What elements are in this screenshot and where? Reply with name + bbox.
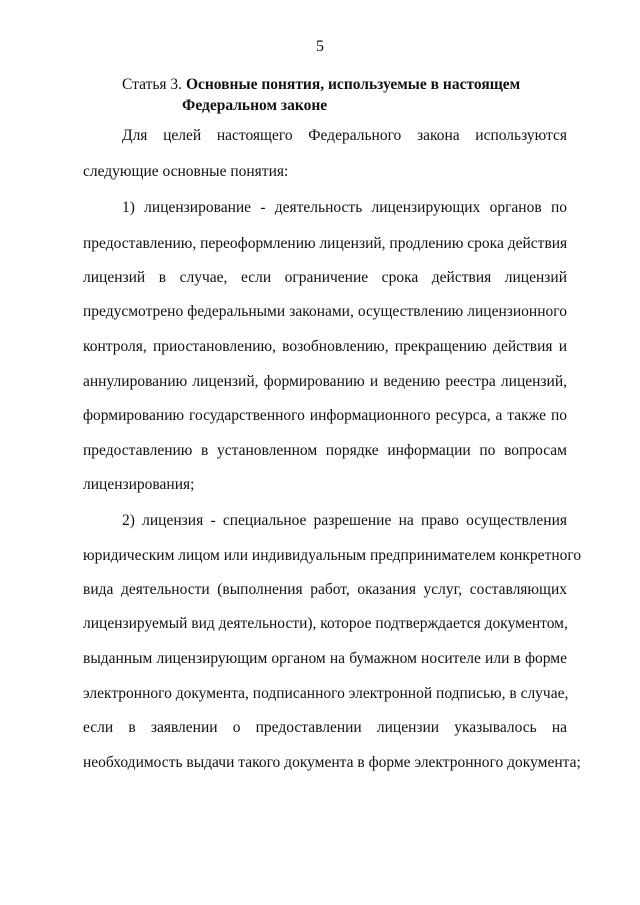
text-line: выданным лицензирующим органом на бумажном носителе или в форме [83, 650, 567, 667]
text-line: аннулированию лицензий, формированию и ведению реестра лицензий, [83, 373, 567, 390]
text-line: вида деятельности (выполнения работ, оказания услуг, составляющих [83, 581, 567, 598]
text-line: необходимость выдачи такого документа в форме электронного документа; [83, 754, 581, 771]
article-title-line-2: Федеральном законе [182, 97, 328, 114]
text-line: предоставлению в установленном порядке информации по вопросам [83, 442, 567, 459]
text-line: если в заявлении о предоставлении лицензии указывалось на [83, 719, 567, 736]
text-line: Для целей настоящего Федерального закона используются [122, 127, 567, 144]
text-line: предусмотрено федеральными законами, осуществлению лицензионного [83, 303, 567, 320]
article-title-line-1: Основные понятия, используемые в настоящем [185, 76, 521, 93]
text-line: 1) лицензирование - деятельность лицензирующих органов по [122, 199, 567, 216]
text-line: лицензирования; [83, 476, 195, 493]
article-heading [122, 74, 582, 116]
text-line: юридическим лицом или индивидуальным предпринимателем конкретного [83, 547, 582, 564]
text-line: 2) лицензия - специальное разрешение на право осуществления [122, 512, 567, 529]
text-line: электронного документа, подписанного электронной подписью, в случае, [83, 685, 569, 702]
text-line: следующие основные понятия: [83, 163, 289, 180]
article-number: Статья 3. [122, 76, 183, 93]
page-number: 5 [316, 38, 324, 55]
text-line: лицензируемый вид деятельности), которое подтверждается документом, [83, 615, 568, 632]
text-line: контроля, приостановлению, возобновлению, прекращению действия и [83, 338, 567, 355]
text-line: формированию государственного информационного ресурса, а также по [83, 407, 567, 424]
text-line: лицензий в случае, если ограничение срока действия лицензий [83, 269, 567, 286]
text-line: предоставлению, переоформлению лицензий, продлению срока действия [83, 235, 568, 252]
